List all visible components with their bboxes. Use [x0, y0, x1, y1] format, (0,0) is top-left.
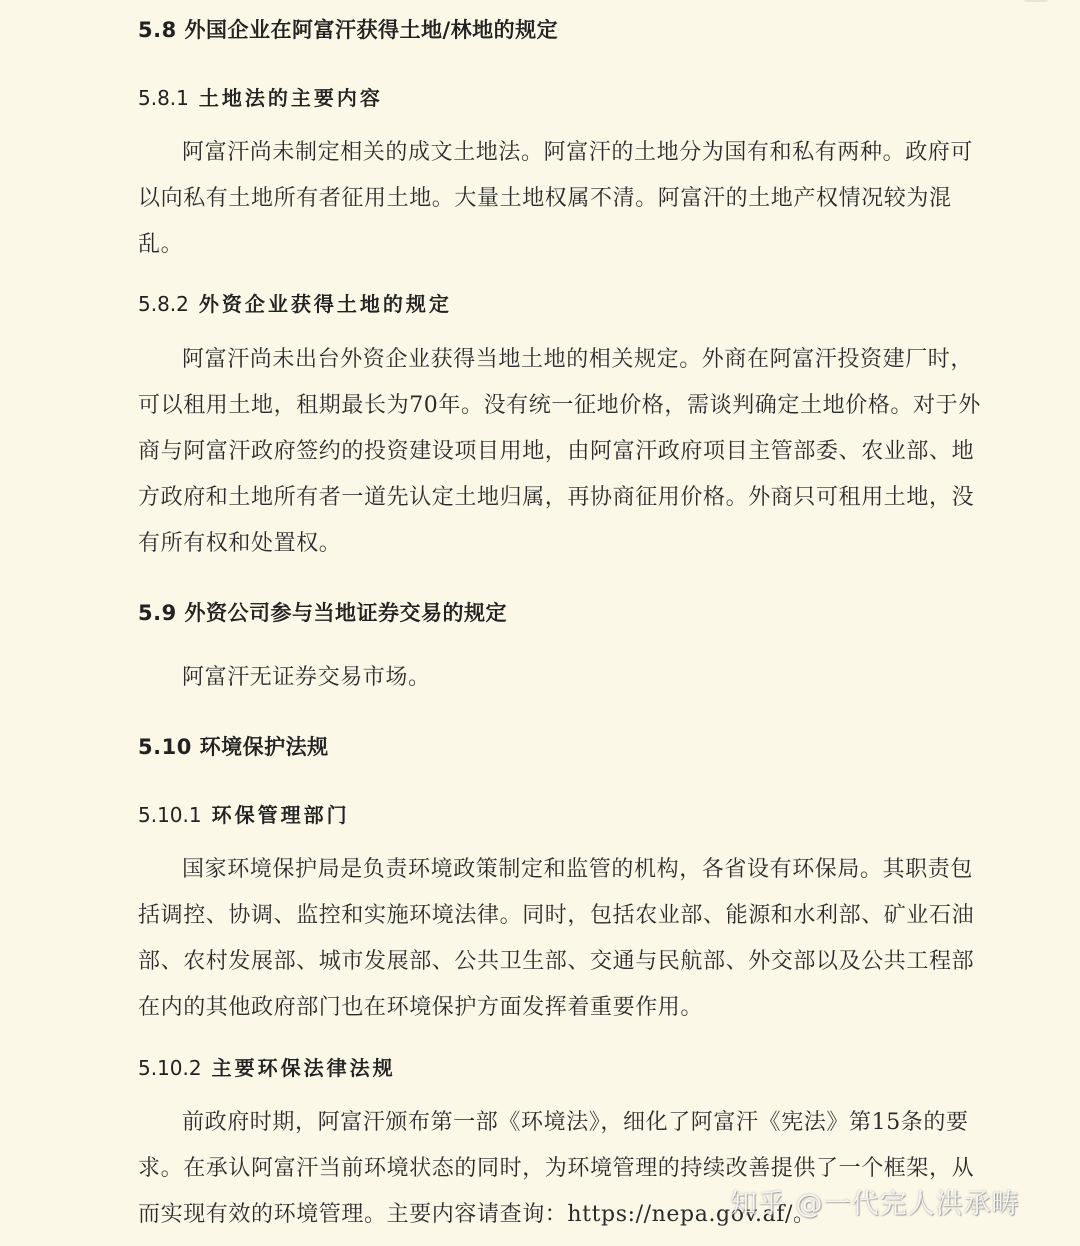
page-corner-mark: [1022, 0, 1050, 2]
heading-number: 5.8.2: [138, 292, 189, 316]
heading-5-8: 5.8 外国企业在阿富汗获得土地/林地的规定: [138, 18, 559, 42]
paragraph-line: 阿富汗尚未出台外资企业获得当地土地的相关规定。外商在阿富汗投资建厂时，: [182, 347, 974, 372]
paragraph-5-8-2: [138, 337, 1010, 567]
heading-title: 外资企业获得土地的规定: [198, 292, 452, 316]
heading-5-9: 5.9 外资公司参与当地证券交易的规定: [138, 601, 508, 625]
paragraph-line: 而实现有效的环境管理。主要内容请查询：https://nepa.gov.af/。: [138, 1202, 816, 1227]
paragraph-line: 乱。: [138, 232, 184, 257]
paragraph-line: 商与阿富汗政府签约的投资建设项目用地，由阿富汗政府项目主管部委、农业部、地: [138, 439, 975, 464]
paragraph-line: 阿富汗尚未制定相关的成文土地法。阿富汗的土地分为国有和私有两种。政府可: [182, 140, 974, 165]
paragraph-line: 前政府时期，阿富汗颁布第一部《环境法》，细化了阿富汗《宪法》第15条的要: [182, 1110, 969, 1135]
heading-number: 5.10.2: [138, 1056, 202, 1080]
heading-number: 5.8.1: [138, 86, 189, 110]
paragraph-5-10-1: [138, 847, 1010, 1031]
heading-title: 主要环保法律法规: [211, 1056, 396, 1080]
heading-5-8-1: [138, 82, 1010, 111]
paragraph-line: 在内的其他政府部门也在环境保护方面发挥着重要作用。: [138, 995, 704, 1020]
heading-5-10-1: [138, 799, 1010, 828]
heading-5-8-2: [138, 288, 1010, 317]
heading-title: 土地法的主要内容: [198, 86, 383, 110]
paragraph-line: 以向私有土地所有者征用土地。大量土地权属不清。阿富汗的土地产权情况较为混: [138, 186, 952, 211]
heading-5-10: 5.10 环境保护法规: [138, 735, 329, 759]
paragraph-line: 方政府和土地所有者一道先认定土地归属，再协商征用价格。外商只可租用土地，没: [138, 485, 975, 510]
paragraph-line: 部、农村发展部、城市发展部、公共卫生部、交通与民航部、外交部以及公共工程部: [138, 949, 975, 974]
paragraph-line: 括调控、协调、监控和实施环境法律。同时，包括农业部、能源和水利部、矿业石油: [138, 903, 975, 928]
heading-number: 5.10.1: [138, 803, 202, 827]
paragraph-line: 求。在承认阿富汗当前环境状态的同时，为环境管理的持续改善提供了一个框架，从: [138, 1156, 975, 1181]
paragraph-line: 国家环境保护局是负责环境政策制定和监管的机构，各省设有环保局。其职责包: [182, 857, 974, 882]
zhihu-watermark: 知乎 @一代完人洪承畴: [730, 1189, 1020, 1220]
paragraph-5-9: [138, 655, 1010, 701]
heading-title: 环保管理部门: [211, 803, 350, 827]
paragraph-line: 有所有权和处置权。: [138, 531, 342, 556]
paragraph-5-8-1: [138, 130, 1010, 268]
paragraph-line: 阿富汗无证券交易市场。: [182, 665, 431, 690]
paragraph-line: 可以租用土地，租期最长为70年。没有统一征地价格，需谈判确定土地价格。对于外: [138, 393, 981, 418]
heading-5-10-2: [138, 1052, 1010, 1081]
